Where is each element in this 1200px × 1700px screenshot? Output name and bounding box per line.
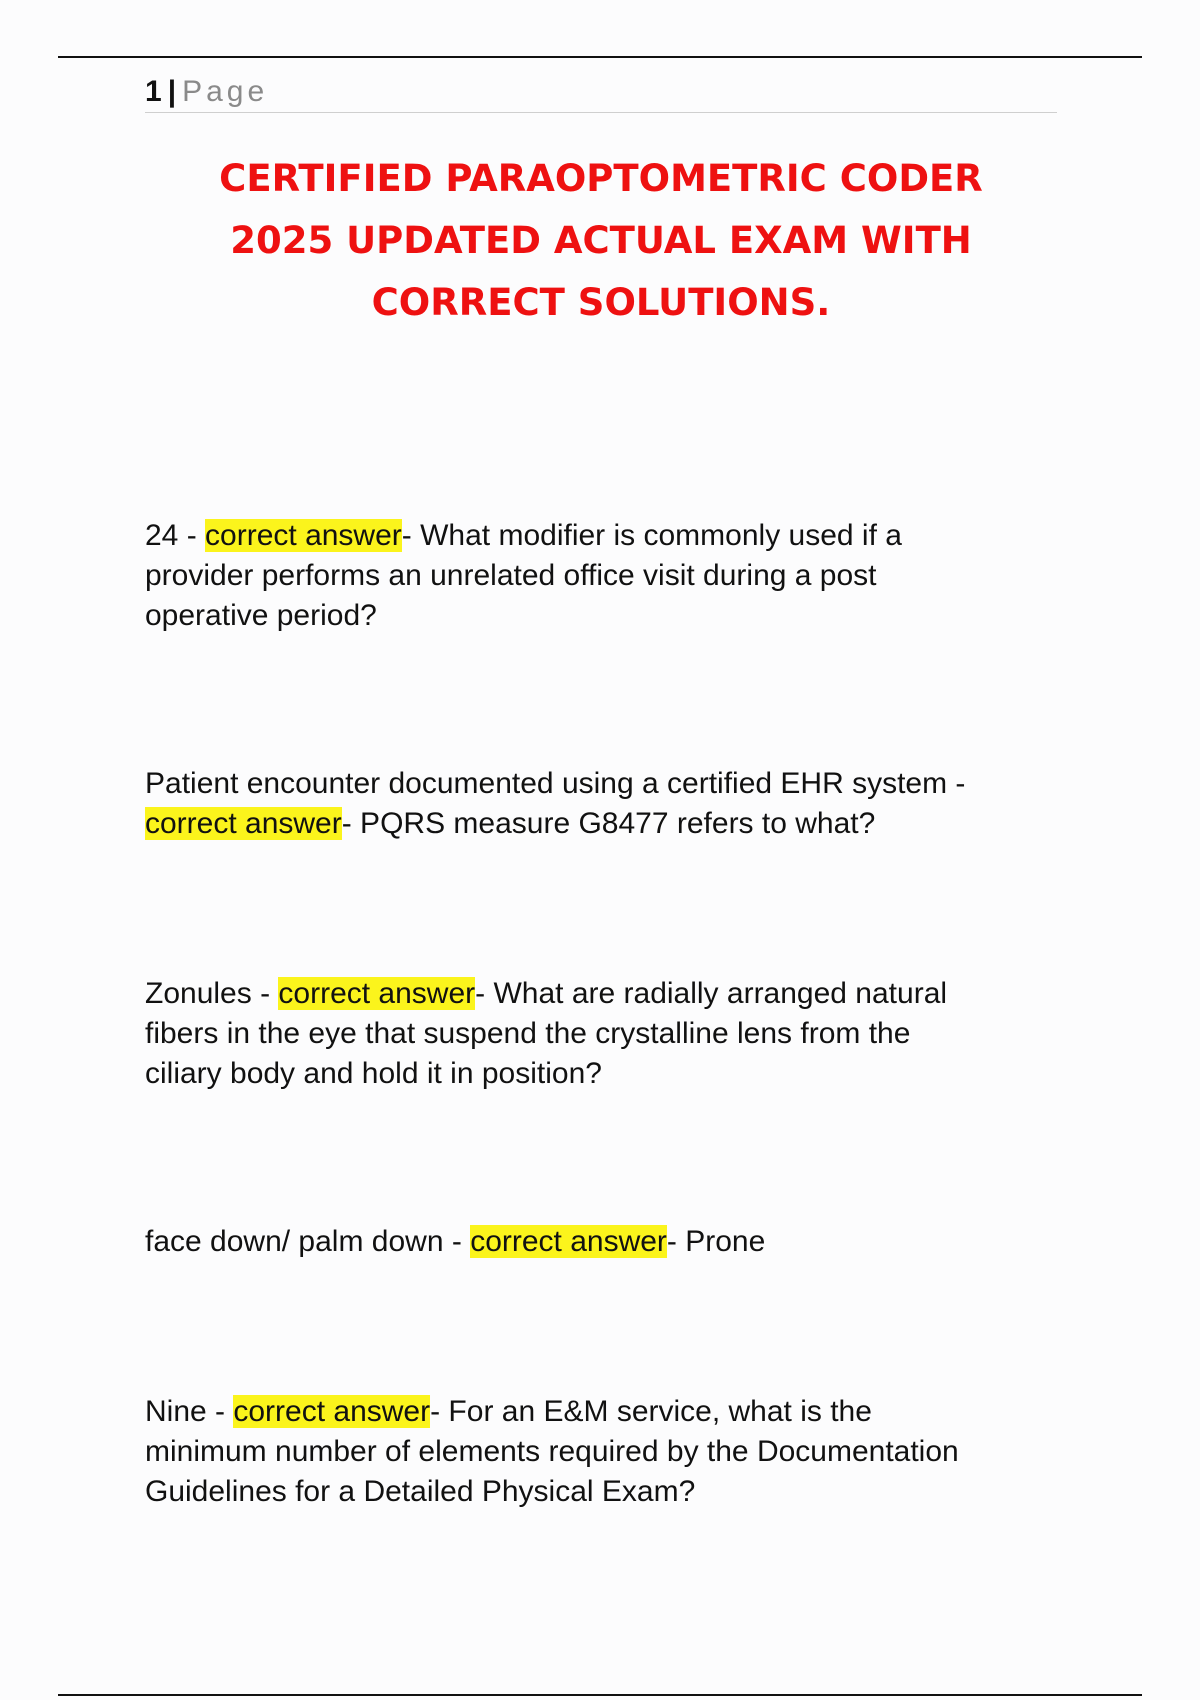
question-text: fibers in the eye that suspend the crystalline lens from the xyxy=(145,1017,911,1050)
qa-item xyxy=(145,1222,1045,1262)
correct-answer-highlight: correct answer xyxy=(145,807,342,840)
correct-answer-highlight: correct answer xyxy=(278,977,476,1010)
question-text: Guidelines for a Detailed Physical Exam? xyxy=(145,1475,696,1508)
document-title xyxy=(145,148,1057,334)
title-line-2: 2025 UPDATED ACTUAL EXAM WITH xyxy=(230,219,972,262)
question-text: operative period? xyxy=(145,599,377,632)
bottom-rule xyxy=(58,1694,1142,1696)
answer-text: Zonules - xyxy=(145,977,271,1010)
answer-text: face down/ palm down - xyxy=(145,1225,462,1258)
qa-item xyxy=(145,974,1045,1094)
question-text: provider performs an unrelated office visit during a post xyxy=(145,559,877,592)
title-line-3: CORRECT SOLUTIONS. xyxy=(371,281,831,324)
correct-answer-highlight: correct answer xyxy=(470,1225,667,1258)
top-rule xyxy=(58,56,1142,58)
page-header xyxy=(145,72,1057,113)
correct-answer-highlight: correct answer xyxy=(233,1395,431,1428)
question-text: - For an E&M service, what is the xyxy=(430,1395,872,1428)
answer-text: Nine - xyxy=(145,1395,226,1428)
title-line-1: CERTIFIED PARAOPTOMETRIC CODER xyxy=(219,157,983,200)
page-word: Page xyxy=(182,75,269,108)
question-text: ciliary body and hold it in position? xyxy=(145,1057,602,1090)
question-text: - What are radially arranged natural xyxy=(475,977,948,1010)
correct-answer-highlight: correct answer xyxy=(205,519,402,552)
question-text: minimum number of elements required by the Documentation xyxy=(145,1435,959,1468)
answer-text: 24 - xyxy=(145,519,197,552)
answer-text: Patient encounter documented using a certified EHR system - xyxy=(145,767,966,800)
page-number: 1 xyxy=(145,75,162,108)
qa-item xyxy=(145,1392,1045,1512)
qa-item xyxy=(145,516,1045,636)
question-text: - What modifier is commonly used if a xyxy=(401,519,902,552)
page-separator: | xyxy=(167,75,177,108)
question-text: - Prone xyxy=(666,1225,766,1258)
question-text: - PQRS measure G8477 refers to what? xyxy=(341,807,876,840)
qa-item xyxy=(145,764,1045,844)
